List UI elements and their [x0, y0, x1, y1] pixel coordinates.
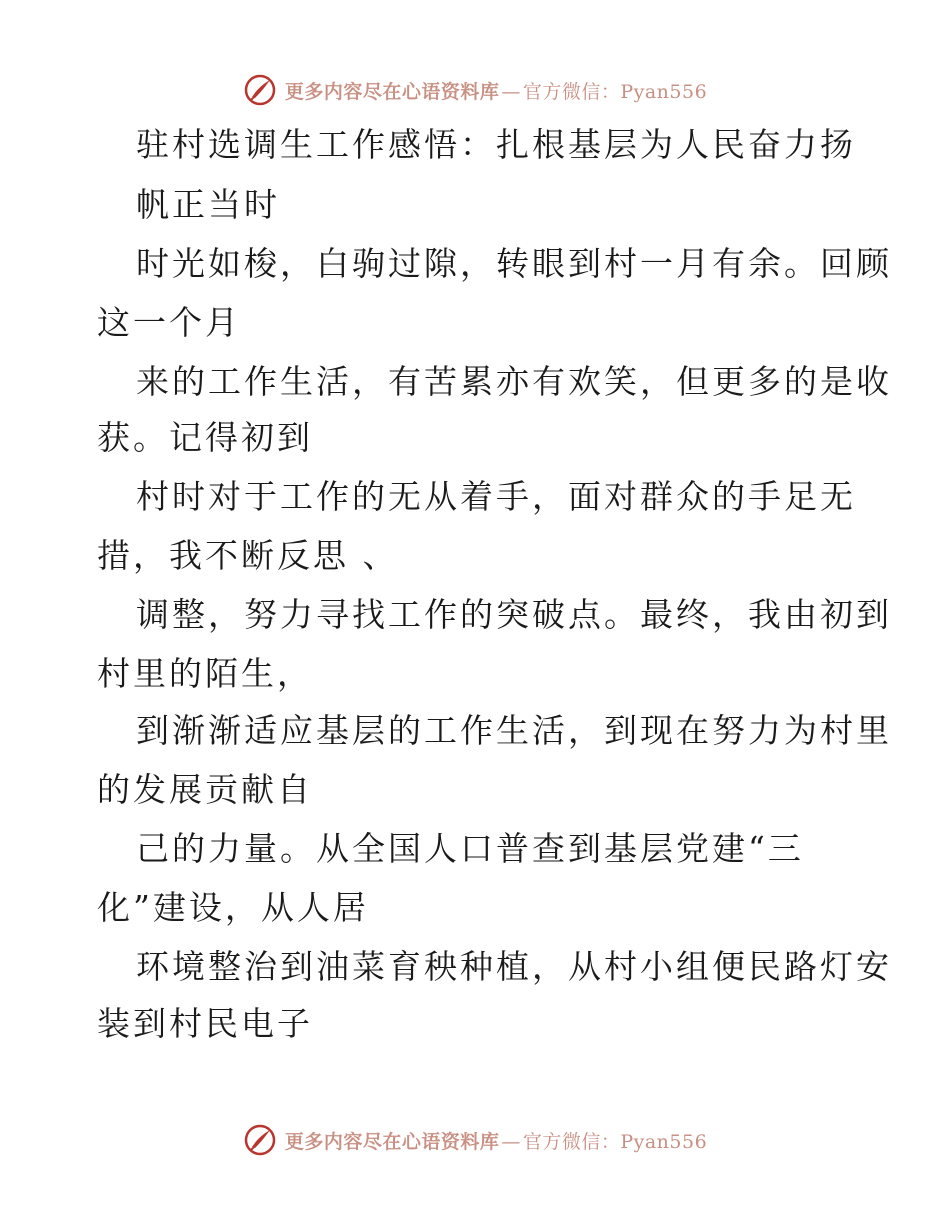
watermark-text	[285, 1127, 707, 1154]
watermark-separator: —	[501, 80, 521, 103]
paragraph-line: 化”建设，从人居	[97, 888, 369, 927]
paragraph-line: 的发展贡献自	[97, 770, 313, 809]
header-watermark	[0, 68, 950, 112]
document-title-line-1: 驻村选调生工作感悟：扎根基层为人民奋力扬	[136, 125, 856, 164]
watermark-suffix-text: 官方微信：Pyan556	[522, 1130, 708, 1153]
watermark-suffix-text: 官方微信：Pyan556	[522, 80, 708, 103]
paragraph-line: 到渐渐适应基层的工作生活，到现在努力为村里	[136, 711, 892, 750]
paragraph-line: 村时对于工作的无从着手，面对群众的手足无	[136, 477, 856, 516]
watermark-separator: —	[501, 1130, 521, 1153]
paragraph-line: 村里的陌生，	[97, 654, 313, 693]
paragraph-line: 调整，努力寻找工作的突破点。最终，我由初到	[136, 595, 892, 634]
watermark-main-text: 更多内容尽在心语资料库	[284, 1130, 500, 1153]
paragraph-line: 来的工作生活，有苦累亦有欢笑，但更多的是收	[136, 362, 892, 401]
watermark-text	[285, 77, 707, 104]
paragraph-line: 获。记得初到	[97, 418, 313, 457]
paragraph-line: 措，我不断反思 、	[97, 536, 399, 575]
paragraph-line: 这一个月	[97, 303, 241, 342]
watermark-main-text: 更多内容尽在心语资料库	[284, 80, 500, 103]
paragraph-line: 环境整治到油菜育秧种植，从村小组便民路灯安	[136, 947, 892, 986]
paragraph-line: 时光如梭，白驹过隙，转眼到村一月有余。回顾	[136, 244, 892, 283]
paragraph-line: 己的力量。从全国人口普查到基层党建“三	[136, 829, 804, 868]
paragraph-line: 装到村民电子	[97, 1004, 313, 1043]
footer-watermark	[0, 1118, 950, 1162]
red-quill-seal-icon	[243, 73, 277, 107]
document-title-line-2: 帆正当时	[136, 185, 280, 224]
red-quill-seal-icon	[243, 1123, 277, 1157]
